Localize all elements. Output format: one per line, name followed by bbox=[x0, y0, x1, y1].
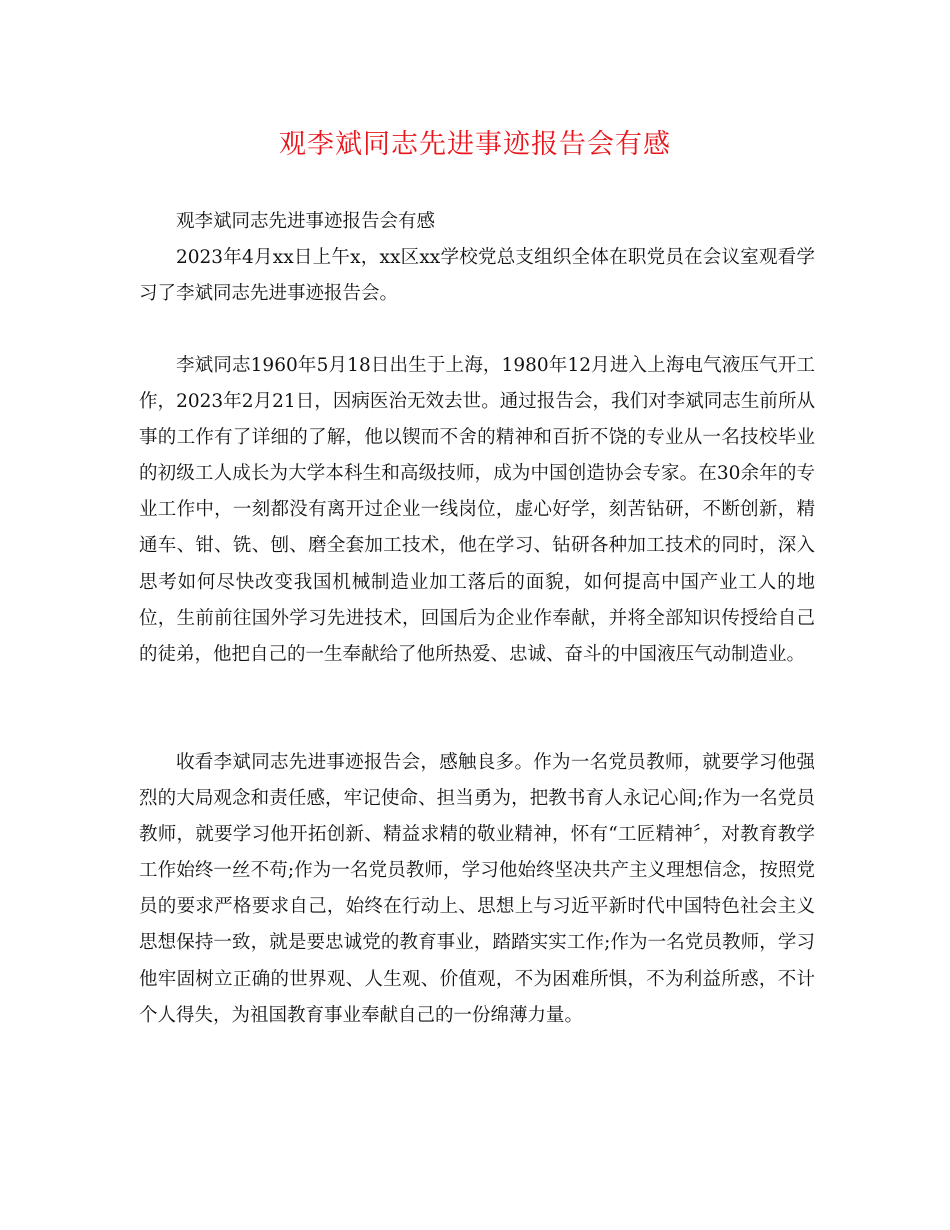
subtitle-paragraph bbox=[139, 204, 815, 240]
reflection-paragraph bbox=[139, 745, 815, 1034]
page-title: 观李斌同志先进事迹报告会有感 bbox=[279, 129, 671, 160]
paragraph-4: 收看李斌同志先进事迹报告会，感触良多。作为一名党员教师，就要学习他强烈的大局观念和责任感，牢记使命、担当勇为，把教书育人永记心间;作为一名党员教师，就要学习他开拓创新、精益求精的敬业精神，怀有“工匠精神〞，对教育教学工作始终一丝不苟;作为一名党员教师，学习他始终坚决共产主义理想信念，按照党员的要求严格要求自己，始终在行动上、思想上与习近平新时代中国特色社会主义思想保持一致，就是要忠诚党的教育事业，踏踏实实工作;作为一名党员教师，学习他牢固树立正确的世界观、人生观、价值观，不为困难所惧，不为利益所惑，不计个人得失，为祖国教育事业奉献自己的一份绵薄力量。 bbox=[139, 752, 815, 1026]
paragraph-1: 观李斌同志先进事迹报告会有感 bbox=[176, 211, 436, 232]
intro-paragraph bbox=[139, 240, 815, 312]
paragraph-3: 李斌同志1960年5月18日出生于上海，1980年12月进入上海电气液压气开工作，2023年2月21日，因病医治无效去世。通过报告会，我们对李斌同志生前所从事的工作有了详细的了解，他以锲而不舍的精神和百折不饶的专业从一名技校毕业的初级工人成长为大学本科生和高级技师，成为中国创造协会专家。在30余年的专业工作中，一刻都没有离开过企业一线岗位，虚心好学，刻苦钻研，不断创新，精通车、钳、铣、刨、磨全套加工技术，他在学习、钻研各种加工技术的同时，深入思考如何尽快改变我国机械制造业加工落后的面貌，如何提高中国产业工人的地位，生前前往国外学习先进技术，回国后为企业作奉献，并将全部知识传授给自己的徒弟，他把自己的一生奉献给了他所热爱、忠诚、奋斗的中国液压气动制造业。 bbox=[139, 355, 815, 665]
biography-paragraph bbox=[139, 348, 815, 673]
paragraph-2: 2023年4月xx日上午x，xx区xx学校党总支组织全体在职党员在会议室观看学习了李斌同志先进事迹报告会。 bbox=[139, 247, 815, 305]
